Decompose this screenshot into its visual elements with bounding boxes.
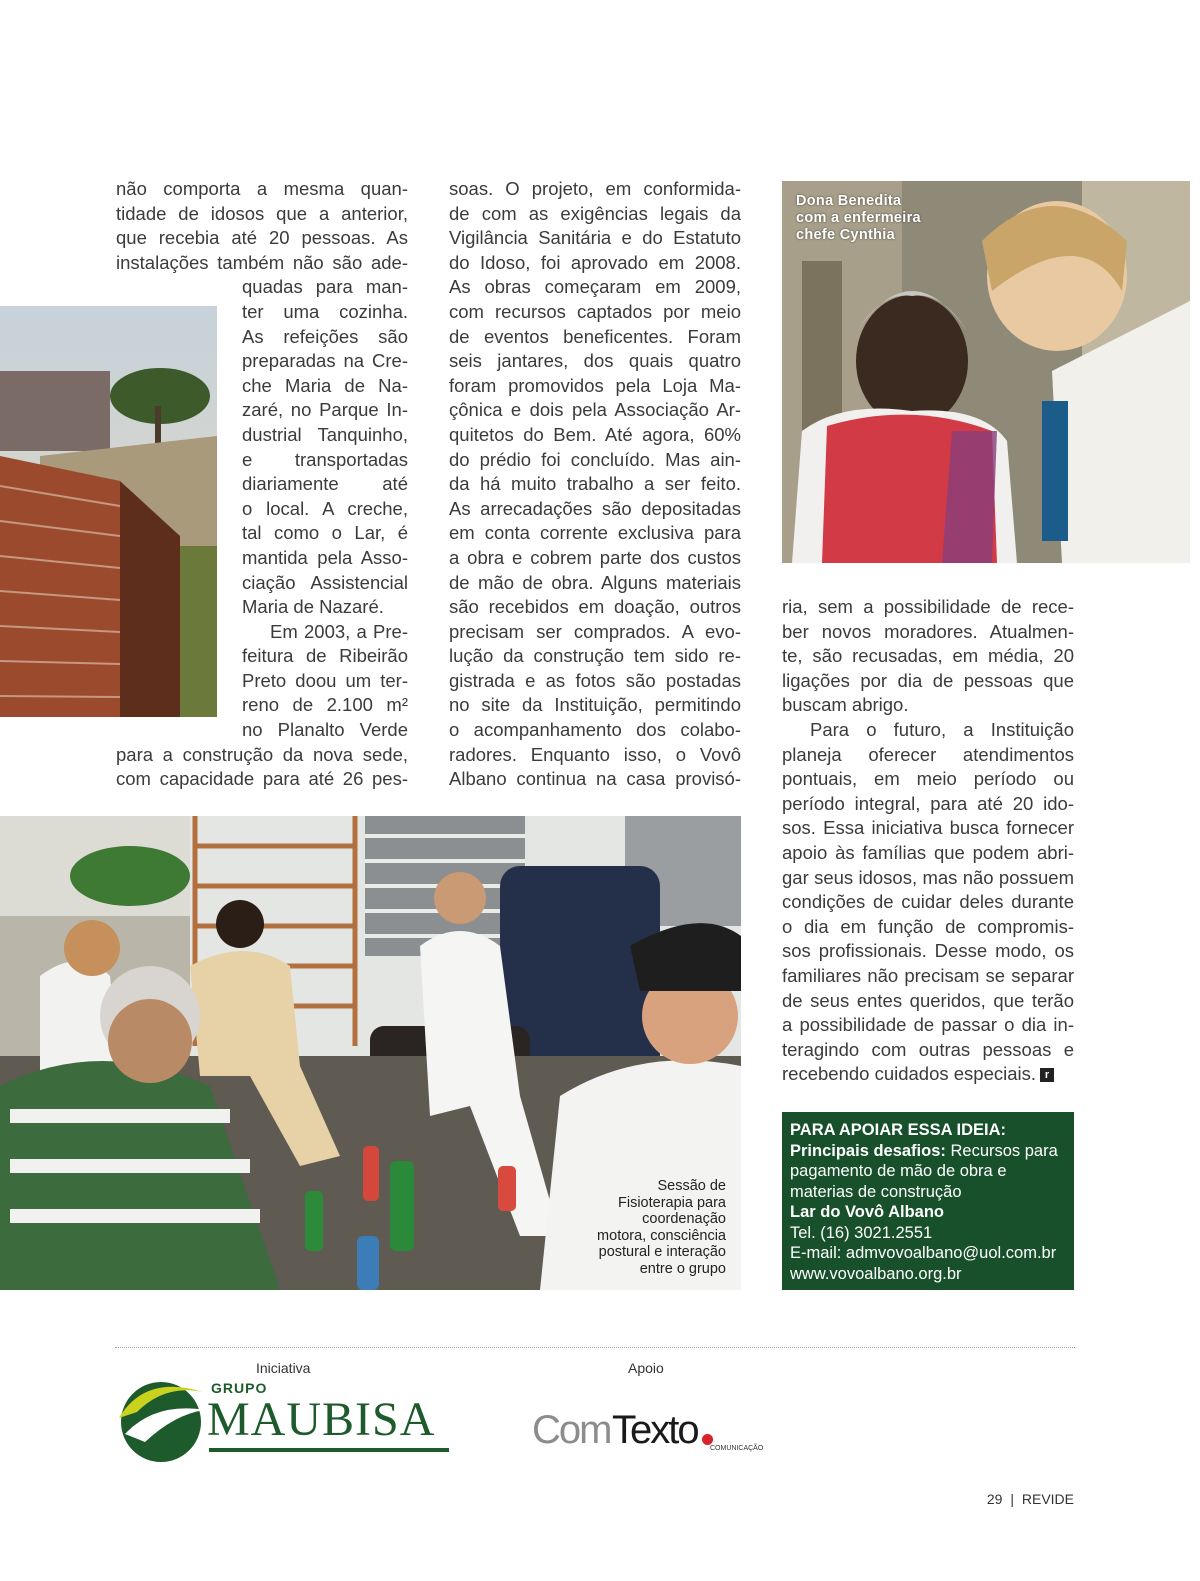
text-line: zaré, no Parque In- — [242, 399, 408, 421]
text-line: em conta corrente exclusiva para — [449, 522, 741, 544]
text-line: foram promovidos pela Loja Ma- — [449, 374, 741, 396]
text-line: apoio às famílias que podem abri- — [782, 841, 1074, 863]
text-line: e transportadas — [242, 448, 408, 470]
maubisa-underline — [209, 1448, 449, 1452]
text-line: de eventos beneficentes. Foram — [449, 325, 741, 347]
caption-line: motora, consciência — [597, 1227, 726, 1244]
comtexto-dot-icon — [702, 1434, 713, 1445]
footer-separator: | — [1010, 1491, 1014, 1507]
support-heading: PARA APOIAR ESSA IDEIA: — [790, 1121, 1007, 1139]
text-line: o local. A creche, — [242, 497, 408, 519]
support-website-link[interactable]: www.vovoalbano.org.br — [790, 1264, 962, 1283]
support-email-link[interactable]: E-mail: admvovoalbano@uol.com.br — [790, 1244, 1057, 1262]
text-line: tal como o Lar, é — [242, 522, 408, 544]
text-line: te, são recusadas, em média, 20 — [782, 645, 1074, 667]
text-line — [782, 1062, 1074, 1087]
text-line: não comporta a mesma quan- — [116, 178, 408, 199]
text-line: ber novos moradores. Atualmen- — [782, 620, 1074, 642]
caption-line: com a enfermeira — [796, 210, 921, 226]
text-line: precisam ser comprados. A evo- — [449, 620, 741, 642]
portrait-caption — [796, 193, 921, 244]
caption-line: Fisioterapia para — [618, 1194, 726, 1211]
text-line: sos. Essa iniciativa busca fornecer — [782, 817, 1074, 839]
text-line: instalações também não são ade- — [116, 251, 408, 273]
column2-text — [449, 177, 741, 792]
caption-line: chefe Cynthia — [796, 227, 895, 243]
text-line: As refeições são — [242, 325, 408, 347]
text-line: familiares não precisam se separar — [782, 964, 1074, 986]
text-line: Vigilância Sanitária e do Estatuto — [449, 227, 741, 249]
challenges-text: Recursos para pagamento de mão de obra e materias de construção — [790, 1141, 1058, 1201]
text-line: o dia em função de compromis- — [782, 915, 1074, 937]
comtexto-texto: Texto — [612, 1408, 698, 1452]
support-challenges — [790, 1141, 1066, 1203]
text-line: para a construção da nova sede, — [116, 743, 408, 765]
text-line: As obras começaram em 2009, — [449, 276, 741, 298]
page-footer — [987, 1491, 1074, 1507]
text-line: Maria de Nazaré. — [242, 596, 384, 618]
support-phone: Tel. (16) 3021.2551 — [790, 1223, 933, 1242]
text-line: período integral, para até 20 ido- — [782, 792, 1074, 814]
text-line: do prédio foi concluído. Mas ain- — [449, 448, 741, 470]
text-line: Em 2003, a Pre- — [270, 620, 408, 642]
maubisa-emblem-icon — [115, 1372, 207, 1464]
text-line: sos profissionais. Desse modo, os — [782, 940, 1074, 962]
text-line: Preto doou um ter- — [242, 669, 408, 691]
text-line: ciação Assistencial — [242, 571, 408, 593]
maubisa-small-text: GRUPO — [211, 1380, 268, 1396]
text-line: diariamente até — [242, 473, 408, 495]
text-line: ligações por dia de pessoas que — [782, 669, 1074, 691]
text-line: no Planalto Verde — [242, 719, 408, 741]
text-line: buscam abrigo. — [782, 694, 909, 716]
text-line: da há muito trabalho a ser feito. — [449, 473, 741, 495]
support-org-name: Lar do Vovô Albano — [790, 1203, 945, 1221]
text-line: mantida pela Asso- — [242, 546, 408, 568]
text-line: de com as exigências legais da — [449, 202, 741, 224]
comtexto-logo — [532, 1408, 772, 1460]
therapy-caption — [560, 1178, 726, 1277]
initiative-label: Iniciativa — [256, 1360, 311, 1376]
construction-photo — [0, 306, 217, 717]
magazine-name: REVIDE — [1021, 1491, 1074, 1507]
text-line: o acompanhamento dos colabo- — [449, 719, 741, 741]
caption-line: postural e interação — [598, 1244, 726, 1260]
column3-text — [782, 595, 1074, 1087]
support-info-box — [782, 1112, 1074, 1290]
caption-line: Sessão de — [657, 1178, 726, 1194]
text-line: ria, sem a possibilidade de rece- — [782, 596, 1074, 617]
maubisa-logo — [115, 1372, 455, 1464]
text-line: dustrial Tanquinho, — [242, 423, 408, 445]
text-line: soas. O projeto, em conformida- — [449, 178, 741, 199]
text-line: reno de 2.100 m² — [242, 694, 408, 716]
page-number: 29 — [986, 1491, 1003, 1507]
text-line: feitura de Ribeirão — [242, 645, 408, 667]
text-line: seis jantares, dos quais quatro — [449, 350, 741, 372]
text-line: são recebidos em doação, outros — [449, 596, 741, 618]
text-line: com recursos captados por meio — [449, 300, 741, 322]
text-line: teragindo com outras pessoas e — [782, 1038, 1074, 1060]
text-line: de mão de obra. Alguns materiais — [449, 571, 741, 593]
maubisa-name: MAUBISA — [207, 1393, 436, 1446]
text-line: planeja oferecer atendimentos — [782, 743, 1074, 765]
text-line: do Idoso, foi aprovado em 2008. — [449, 251, 741, 273]
support-label: Apoio — [628, 1360, 664, 1376]
text-line: a possibilidade de passar o dia in- — [782, 1014, 1074, 1036]
comtexto-subtitle: COMUNICAÇÃO — [710, 1445, 764, 1452]
text-line: preparadas na Cre- — [242, 350, 408, 372]
text-line: çônica e dois pela Associação Ar- — [449, 399, 741, 421]
text-line: de seus entes queridos, que terão — [782, 989, 1074, 1011]
text-line: radores. Enquanto isso, o Vovô — [449, 743, 741, 765]
text-line-content: recebendo cuidados especiais. — [782, 1063, 1037, 1085]
comtexto-com: Com — [532, 1408, 611, 1452]
text-line: com capacidade para até 26 pes- — [116, 768, 408, 790]
text-line: gistrada e as fotos são postadas — [449, 669, 741, 691]
text-line: tidade de idosos que a anterior, — [116, 202, 408, 224]
text-line: quitetos do Bem. Até agora, 60% — [449, 423, 741, 445]
text-line: pontuais, em meio período ou — [782, 768, 1074, 790]
text-line: que recebia até 20 pessoas. As — [116, 227, 408, 249]
text-line: lução da construção tem sido re- — [449, 645, 741, 667]
text-line: che Maria de Na- — [242, 374, 408, 396]
challenges-label: Principais desafios: — [790, 1141, 946, 1160]
text-line: As arrecadações são depositadas — [449, 497, 741, 519]
caption-line: entre o grupo — [639, 1260, 726, 1277]
text-line: a obra e cobrem parte dos custos — [449, 546, 741, 568]
text-line: no site da Instituição, permitindo — [449, 694, 741, 716]
text-line: ter uma cozinha. — [242, 300, 408, 322]
text-line: Para o futuro, a Instituição — [810, 718, 1074, 740]
text-line: condições de cuidar deles durante — [782, 891, 1074, 913]
text-line: gar seus idosos, mas não possuem — [782, 866, 1074, 888]
caption-line: Dona Benedita — [796, 193, 902, 209]
text-line: quadas para man- — [242, 276, 408, 298]
caption-line: coordenação — [642, 1211, 726, 1227]
article-end-mark: r — [1040, 1068, 1054, 1082]
sponsor-divider — [115, 1347, 1075, 1348]
text-line: Albano continua na casa provisó- — [449, 768, 741, 790]
